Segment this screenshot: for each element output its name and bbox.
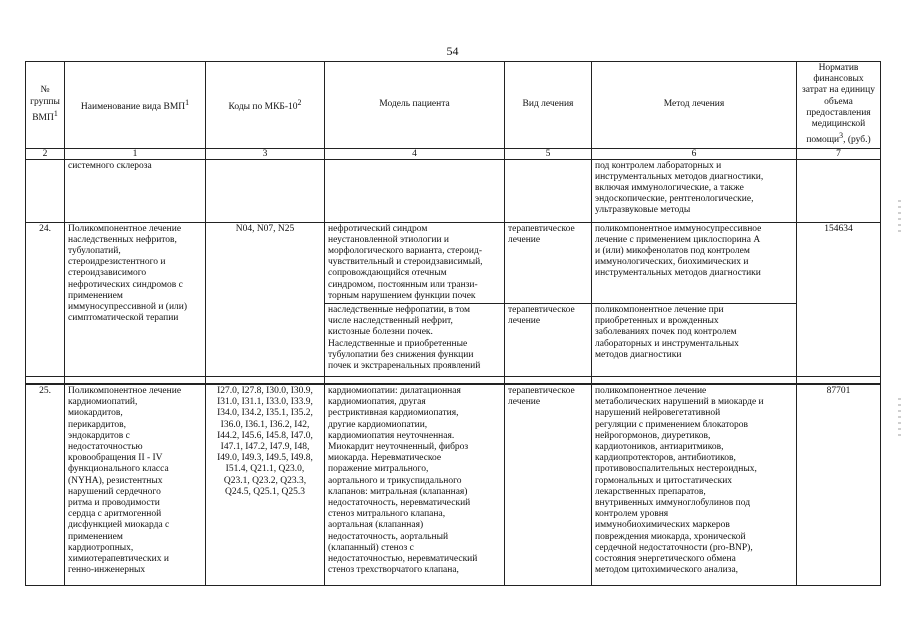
spacer-cell <box>592 377 797 385</box>
column-number: 4 <box>325 148 505 159</box>
continuation-row <box>26 159 881 222</box>
column-number: 7 <box>797 148 881 159</box>
row-25-codes: I27.0, I27.8, I30.0, I30.9, I31.0, I31.1, I33.0, I33.9, I34.0, I34.2, I35.1, I35.2, I36.0, I36.1, I36.2, I42, I44.2, I45.6, I45.8, I47.0, I47.1, I47.2, I47.9, I48, I49.0, I49.3, I49.5, I49.8, I51.4, Q21.1, Q23.0, Q23.1, Q23.2, Q23.3, Q24.5, Q25.1, Q25.3 <box>206 384 325 586</box>
column-number: 6 <box>592 148 797 159</box>
row-24-num: 24. <box>26 222 65 376</box>
header-treatment-method: Метод лечения <box>592 62 797 149</box>
row-24-b-type: терапевтическое лечение <box>505 304 592 377</box>
header-cost-norm: Норматив финансовых затрат на единицу объема предоставления медицинской помощи$^3$, (руб.) <box>797 62 881 149</box>
cont-cost-cell <box>797 159 881 222</box>
column-number: 2 <box>26 148 65 159</box>
page-number: 54 <box>446 44 459 58</box>
column-number: 5 <box>505 148 592 159</box>
row-24-a-model: нефротический синдром неустановленной этиологии и морфологического варианта, стероид- чувствительный и стероидзависимый, сопровождающийся отечным синдромом, постоянным или транзи- торным нарушением функции почек <box>325 222 505 303</box>
cont-method: под контролем лабораторных и инструментальных методов диагностики, включая иммунологические, а также эндоскопические, рентгенологические, ультразвуковые методы <box>592 159 797 222</box>
spacer-cell <box>797 377 881 385</box>
row-25-model: кардиомиопатии: дилатационная кардиомиопатия, другая рестриктивная кардиомиопатия, другие кардиомиопатии, кардиомиопатия неуточненная. Миокардит неуточненный, фиброз миокарда. Неревматическое поражение митрального, аортального и трикуспидального клапанов: митральная (клапанная) недостаточность, неревматический стеноз митрального клапана, аортальная (клапанная) недостаточность, аортальный (клапанный) стеноз с недостаточностью, неревматический стеноз трехстворчатого клапана, <box>325 384 505 586</box>
column-number: 1 <box>65 148 206 159</box>
header-mkb-codes: Коды по МКБ-$10^2$ <box>206 62 325 149</box>
cont-model-cell <box>325 159 505 222</box>
spacer-cell <box>65 377 206 385</box>
header-group-no: № группы ВМП$^1$ <box>26 62 65 149</box>
row-24-codes: N04, N07, N25 <box>206 222 325 376</box>
header-vmp-name: Наименование вида ВМП$^1$ <box>65 62 206 149</box>
row-25-method: поликомпонентное лечение метаболических нарушений в миокарде и нарушений нейровегетативной регуляции с применением блокаторов нейрогормонов, диуретиков, кардиотоников, антиаритмиков, кардиопротекторов, антибиотиков, противовоспалительных нестероидных, гормональных и цитостатических лекарственных препаратов, внутривенных иммуноглобулинов под контролем уровня иммунобиохимических маркеров повреждения миокарда, хронической сердечной недостаточности (pro-BNP), состояния энергетического обмена методом цитохимического анализа, <box>592 384 797 586</box>
row-24-a <box>26 222 881 303</box>
row-24-cost: 154634 <box>797 222 881 376</box>
cont-type-cell <box>505 159 592 222</box>
row-24-vmp-name: Поликомпонентное лечение наследственных нефритов, тубулопатий, стероидрезистентного и стероидзависимого нефротических синдромов с применением иммуносупрессивной и (или) симптоматической терапии <box>65 222 206 376</box>
scan-artifact <box>898 398 901 438</box>
row-24-b-model: наследственные нефропатии, в том числе наследственный нефрит, кистозные болезни почек. Наследственные и приобретенные тубулопатии без снижения функции почек и экстраренальных проявлений <box>325 304 505 377</box>
header-row <box>26 62 881 149</box>
row-24-a-type: терапевтическое лечение <box>505 222 592 303</box>
spacer-cell <box>26 377 65 385</box>
row-24-b-method: поликомпонентное лечение при приобретенных и врожденных заболеваниях почек под контролем лабораторных и инструментальных методов диагностики <box>592 304 797 377</box>
row-spacer <box>26 377 881 385</box>
vmp-table <box>25 61 881 586</box>
spacer-cell <box>325 377 505 385</box>
row-25-type: терапевтическое лечение <box>505 384 592 586</box>
cont-num-cell <box>26 159 65 222</box>
header-patient-model: Модель пациента <box>325 62 505 149</box>
row-25 <box>26 384 881 586</box>
spacer-cell <box>505 377 592 385</box>
header-treatment-type: Вид лечения <box>505 62 592 149</box>
row-25-num: 25. <box>26 384 65 586</box>
cont-vmp-name: системного склероза <box>65 159 206 222</box>
column-number-row <box>26 148 881 159</box>
scan-artifact <box>898 200 901 234</box>
cont-codes-cell <box>206 159 325 222</box>
spacer-cell <box>206 377 325 385</box>
column-number: 3 <box>206 148 325 159</box>
row-24-a-method: поликомпонентное иммуносупрессивное лечение с применением циклоспорина А и (или) микофенолатов под контролем иммунологических, биохимических и инструментальных методов диагностики <box>592 222 797 303</box>
row-25-vmp-name: Поликомпонентное лечение кардиомиопатий, миокардитов, перикардитов, эндокардитов с недостаточностью кровообращения II - IV функционального класса (NYHA), резистентных нарушений сердечного ритма и проводимости сердца с аритмогенной дисфункцией миокарда с применением кардиотропных, химиотерапевтических и генно-инженерных <box>65 384 206 586</box>
row-25-cost: 87701 <box>797 384 881 586</box>
